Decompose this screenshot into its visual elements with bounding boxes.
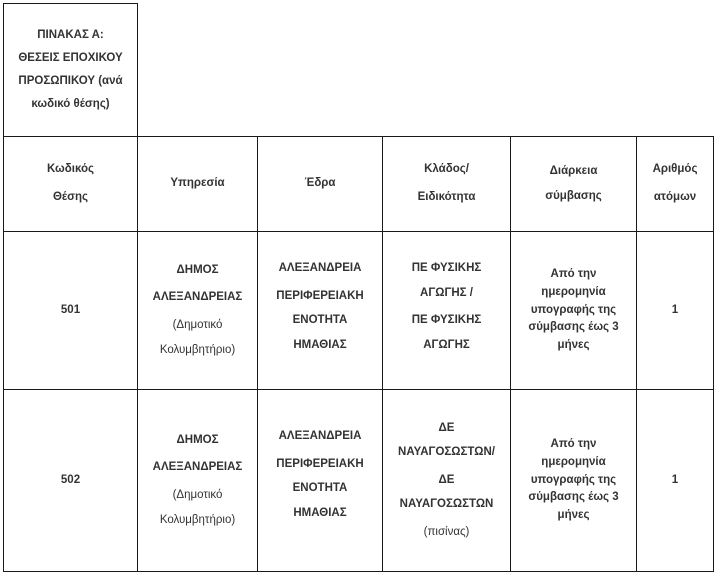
branch-line: ΔΕ [438,473,455,486]
row2-seat [258,390,382,571]
seat-line: ΑΛΕΞΑΝΔΡΕΙΑ [278,430,362,442]
branch-line: ΑΓΩΓΗΣ / [420,286,473,299]
border-bottom [3,571,714,572]
header-branch [383,137,510,231]
seat-line: ΕΝΟΤΗΤΑ [292,482,348,495]
header-count-line: ατόμων [653,191,697,203]
service-line: Κολυμβητήριο) [159,513,236,526]
duration-line: ημερομηνία [541,285,606,298]
header-duration-line: σύμβασης [545,189,602,202]
seat-line: ΑΛΕΞΑΝΔΡΕΙΑ [278,262,362,274]
count-value: 1 [671,473,679,486]
duration-line: υπογραφής της [530,473,617,486]
branch-line: ΑΓΩΓΗΣ [423,338,470,351]
duration-line: σύμβασης έως 3 [528,321,619,334]
row2-code [4,390,137,571]
header-code [4,137,137,231]
row2-duration [511,390,636,571]
duration-line: ημερομηνία [541,455,606,468]
row1-branch [383,232,510,389]
service-line: ΑΛΕΞΑΝΔΡΕΙΑΣ [152,291,243,304]
header-branch-line: Κλάδος/ [424,163,469,176]
border-right [713,136,714,572]
table-title-cell [4,4,137,136]
header-code-line: Θέσης [52,191,88,203]
branch-line: (πισίνας) [423,525,470,538]
seat-line: ΗΜΑΘΙΑΣ [293,338,347,351]
table-title-line: κωδικό θέσης) [31,98,110,110]
branch-line: ΔΕ [438,421,455,434]
header-count [637,137,713,231]
branch-line: ΠΕ ΦΥΣΙΚΗΣ [411,314,482,327]
duration-line: μήνες [557,509,590,522]
service-line: (Δημοτικό [172,319,223,331]
header-service [138,137,257,231]
header-seat [258,137,382,231]
row1-service [138,232,257,389]
seat-line: ΠΕΡΙΦΕΡΕΙΑΚΗ [276,289,364,302]
branch-line: ΠΕ ΦΥΣΙΚΗΣ [411,262,482,274]
service-line: ΑΛΕΞΑΝΔΡΕΙΑΣ [152,461,243,474]
row1-count [637,232,713,389]
seat-line: ΕΝΟΤΗΤΑ [292,314,348,327]
row-code-value: 502 [60,473,81,486]
service-line: Κολυμβητήριο) [159,343,236,356]
row-code-value: 501 [60,303,81,316]
seat-line: ΗΜΑΘΙΑΣ [293,506,347,519]
table-title-line: ΘΕΣΕΙΣ ΕΠΟΧΙΚΟΥ [18,52,123,64]
branch-line: ΝΑΥΑΓΟΣΩΣΤΩΝ/ [398,446,495,459]
row1-seat [258,232,382,389]
duration-line: μήνες [557,339,590,352]
header-duration [511,137,636,231]
row2-service [138,390,257,571]
service-line: (Δημοτικό [172,489,223,501]
row1-duration [511,232,636,389]
row2-count [637,390,713,571]
duration-line: υπογραφής της [530,303,617,316]
duration-line: Από την [550,267,597,280]
header-seat-label: Έδρα [304,177,336,190]
duration-line: σύμβασης έως 3 [528,491,619,504]
row2-branch [383,390,510,571]
row1-code [4,232,137,389]
header-duration-line: Διάρκεια [549,164,598,177]
header-branch-line: Ειδικότητα [417,191,476,203]
seat-line: ΠΕΡΙΦΕΡΕΙΑΚΗ [276,457,364,470]
count-value: 1 [671,303,679,316]
header-service-label: Υπηρεσία [170,177,225,190]
service-line: ΔΗΜΟΣ [176,433,219,446]
header-code-line: Κωδικός [47,163,94,176]
duration-line: Από την [550,437,597,450]
table-title-line: ΠΙΝΑΚΑΣ Α: [37,29,104,41]
branch-line: ΝΑΥΑΓΟΣΩΣΤΩΝ [399,498,494,511]
header-count-line: Αριθμός [652,163,698,176]
service-line: ΔΗΜΟΣ [176,263,219,276]
table-title-line: ΠΡΟΣΩΠΙΚΟΥ (ανά [18,75,123,87]
